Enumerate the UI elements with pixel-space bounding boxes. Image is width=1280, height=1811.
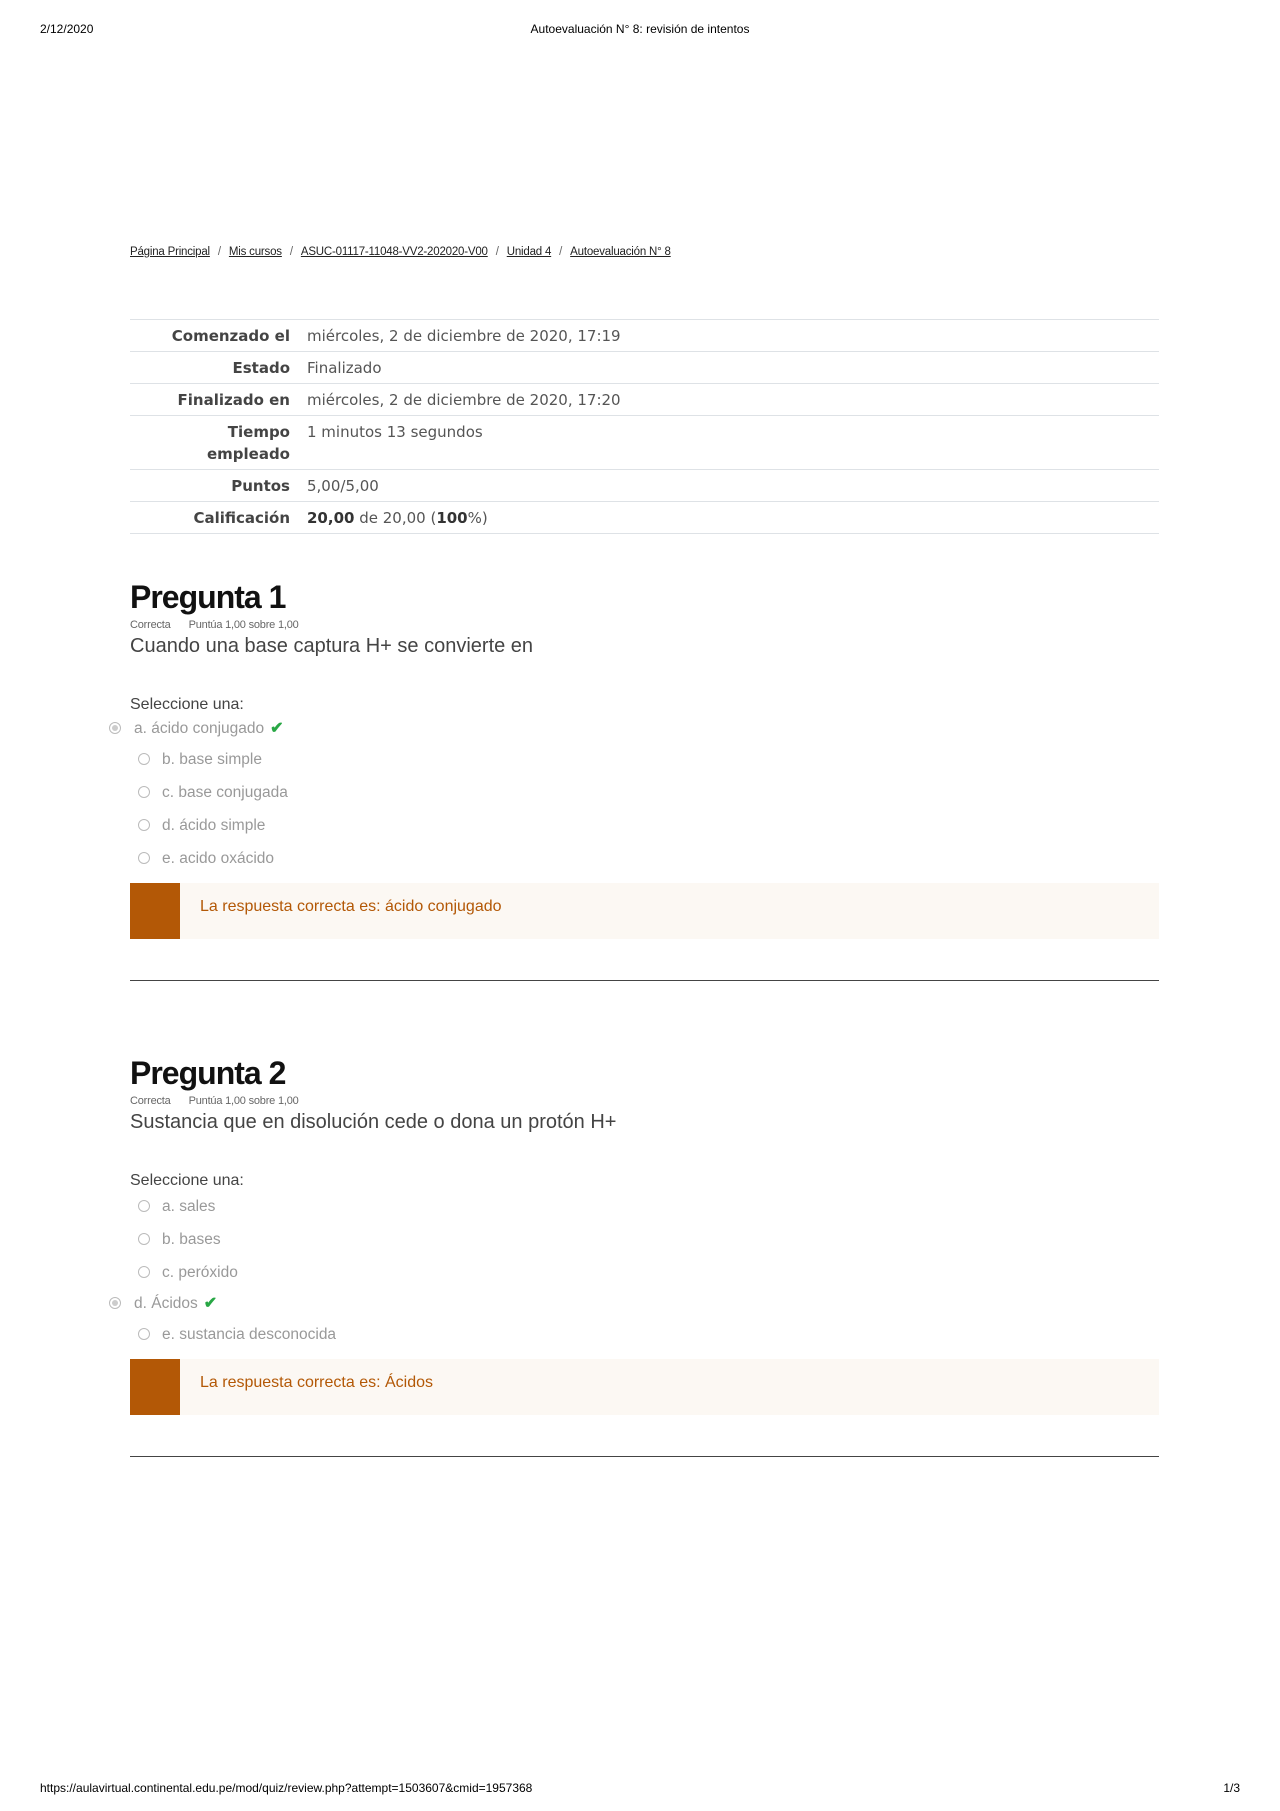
question-title: Pregunta 2 — [130, 1055, 286, 1091]
summary-label: Comenzado el — [171, 327, 290, 345]
question-status: Correcta — [130, 619, 171, 631]
breadcrumb-separator: / — [559, 246, 563, 258]
question-status: Correcta — [130, 1095, 171, 1107]
summary-row-finished — [130, 384, 1159, 416]
print-header — [40, 22, 1240, 40]
question-1 — [130, 578, 1159, 939]
question-divider — [130, 1456, 1159, 1457]
answer-options — [130, 714, 1159, 875]
summary-label-line: Tiempo — [227, 423, 290, 441]
question-2 — [130, 1054, 1159, 1415]
correct-answer-feedback — [130, 883, 1159, 939]
summary-row-state — [130, 352, 1159, 384]
answer-option-b[interactable] — [130, 743, 1159, 776]
breadcrumb-my-courses[interactable]: Mis cursos — [228, 246, 282, 258]
radio-icon[interactable] — [138, 852, 150, 864]
question-text: Sustancia que en disolución cede o dona un protón H+ — [130, 1111, 617, 1133]
option-label: c. peróxido — [162, 1264, 238, 1281]
option-label: b. base simple — [162, 751, 262, 768]
answer-option-d[interactable] — [130, 809, 1159, 842]
summary-value — [306, 502, 1159, 534]
check-icon: ✔ — [203, 1295, 218, 1312]
check-icon: ✔ — [270, 720, 284, 737]
breadcrumb-quiz[interactable]: Autoevaluación N° 8 — [570, 246, 671, 258]
select-prompt: Seleccione una: — [130, 696, 244, 713]
question-meta — [130, 1095, 1159, 1107]
summary-value: Finalizado — [307, 359, 382, 377]
grade-of: de 20,00 ( — [354, 509, 437, 527]
print-footer — [40, 1781, 1240, 1799]
breadcrumb-separator: / — [217, 246, 221, 258]
summary-label: Finalizado en — [177, 391, 290, 409]
feedback-accent-bar — [130, 1359, 180, 1415]
radio-checked-icon[interactable] — [109, 1297, 121, 1309]
page-url: https://aulavirtual.continental.edu.pe/mod/quiz/review.php?attempt=1503607&cmid=1957368 — [40, 1781, 533, 1795]
breadcrumb-home[interactable]: Página Principal — [130, 246, 210, 258]
question-text: Cuando una base captura H+ se convierte en — [130, 635, 534, 657]
radio-icon[interactable] — [138, 1233, 150, 1245]
option-label: e. sustancia desconocida — [162, 1326, 337, 1343]
radio-icon[interactable] — [138, 1266, 150, 1278]
page-number: 1/3 — [1223, 1781, 1240, 1795]
radio-checked-icon[interactable] — [109, 722, 121, 734]
summary-label-line: empleado — [206, 445, 290, 463]
option-label: c. base conjugada — [162, 784, 288, 801]
question-meta — [130, 619, 1159, 631]
grade-close: %) — [467, 509, 488, 527]
feedback-accent-bar — [130, 883, 180, 939]
option-label: e. acido oxácido — [162, 850, 275, 867]
answer-option-b[interactable] — [130, 1223, 1159, 1256]
breadcrumb-course[interactable]: ASUC-01117-11048-VV2-202020-V00 — [300, 246, 488, 258]
question-grade: Puntúa 1,00 sobre 1,00 — [188, 619, 299, 631]
answer-option-a[interactable] — [130, 714, 1159, 743]
answer-option-e[interactable] — [130, 842, 1159, 875]
question-grade: Puntúa 1,00 sobre 1,00 — [188, 1095, 299, 1107]
option-label: a. ácido conjugado — [134, 720, 265, 737]
grade-percent: 100 — [436, 509, 468, 527]
answer-options — [130, 1190, 1159, 1351]
question-title: Pregunta 1 — [130, 579, 286, 615]
breadcrumb-unit[interactable]: Unidad 4 — [506, 246, 552, 258]
answer-option-d[interactable] — [130, 1289, 1159, 1318]
answer-option-c[interactable] — [130, 1256, 1159, 1289]
summary-row-time — [130, 416, 1159, 470]
summary-value: 1 minutos 13 segundos — [307, 423, 483, 441]
attempt-summary-table — [130, 319, 1159, 534]
question-divider — [130, 980, 1159, 981]
summary-label: Calificación — [193, 509, 290, 527]
answer-option-c[interactable] — [130, 776, 1159, 809]
summary-row-grade — [130, 502, 1159, 534]
option-label: d. ácido simple — [162, 817, 266, 834]
select-prompt: Seleccione una: — [130, 1172, 244, 1189]
radio-icon[interactable] — [138, 1200, 150, 1212]
summary-row-started — [130, 320, 1159, 352]
breadcrumb — [130, 246, 671, 258]
summary-value: miércoles, 2 de diciembre de 2020, 17:19 — [307, 327, 621, 345]
summary-row-points — [130, 470, 1159, 502]
summary-value: miércoles, 2 de diciembre de 2020, 17:20 — [307, 391, 621, 409]
grade-score: 20,00 — [307, 509, 355, 527]
breadcrumb-separator: / — [495, 246, 499, 258]
summary-label: Puntos — [231, 477, 290, 495]
radio-icon[interactable] — [138, 753, 150, 765]
feedback-text: La respuesta correcta es: Ácidos — [200, 1374, 434, 1391]
correct-answer-feedback — [130, 1359, 1159, 1415]
answer-option-e[interactable] — [130, 1318, 1159, 1351]
option-label: a. sales — [162, 1198, 216, 1215]
summary-label — [130, 416, 306, 470]
option-label: d. Ácidos — [134, 1295, 198, 1312]
radio-icon[interactable] — [138, 786, 150, 798]
print-title: Autoevaluación N° 8: revisión de intentos — [530, 22, 750, 36]
breadcrumb-separator: / — [289, 246, 293, 258]
radio-icon[interactable] — [138, 1328, 150, 1340]
summary-value: 5,00/5,00 — [307, 477, 379, 495]
summary-label: Estado — [232, 359, 290, 377]
radio-icon[interactable] — [138, 819, 150, 831]
feedback-text: La respuesta correcta es: ácido conjugado — [200, 898, 502, 915]
print-date: 2/12/2020 — [40, 22, 94, 36]
option-label: b. bases — [162, 1231, 221, 1248]
answer-option-a[interactable] — [130, 1190, 1159, 1223]
